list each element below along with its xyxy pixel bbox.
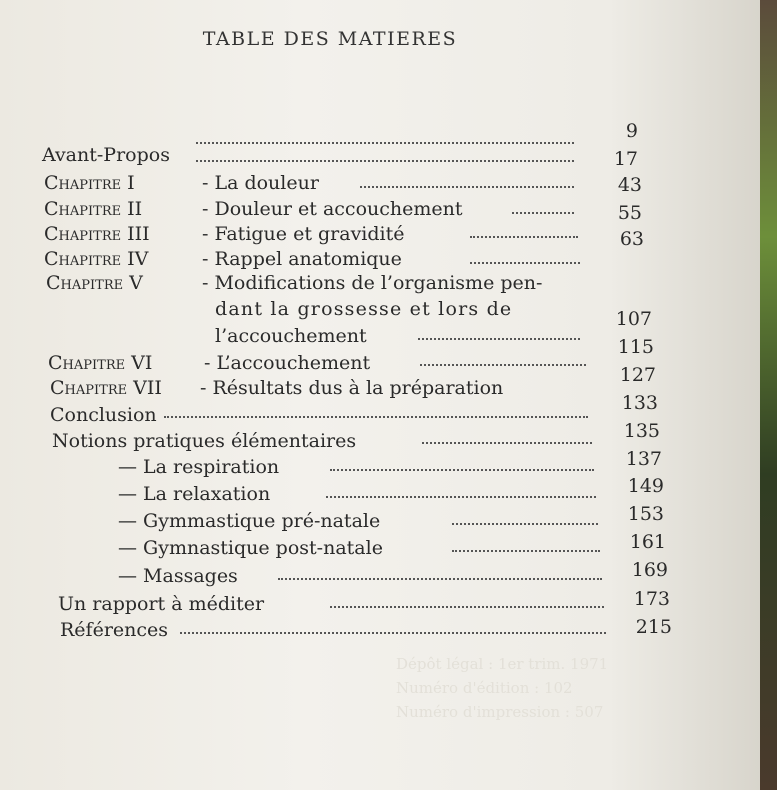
- dot-leader: [418, 336, 580, 340]
- entry-label: — Gymmastique pré-natale: [118, 510, 381, 532]
- dot-leader: [420, 362, 586, 366]
- page-number: 63: [619, 228, 644, 250]
- chapter-label: Chapitre III: [44, 223, 150, 245]
- dot-leader: [470, 260, 580, 264]
- page-number: 161: [629, 531, 666, 553]
- entry-label: - Rappel anatomique: [202, 248, 402, 270]
- page-number: 169: [631, 559, 668, 581]
- chapter-label: Chapitre IV: [44, 248, 149, 270]
- chapter-label: Chapitre I: [44, 172, 135, 194]
- toc-entry-chapitre-7: [50, 377, 503, 399]
- dot-leader: [452, 548, 600, 552]
- page-number: 17: [613, 148, 638, 170]
- entry-label: — Massages: [118, 565, 238, 587]
- chapter-label: Chapitre II: [44, 198, 143, 220]
- entry-label: - Fatigue et gravidité: [202, 223, 405, 245]
- entry-label: Notions pratiques élémentaires: [52, 430, 357, 452]
- page-number: 107: [615, 308, 652, 330]
- entry-label: Conclusion: [50, 404, 157, 426]
- entry-label: Un rapport à méditer: [58, 593, 265, 615]
- dot-leader: [452, 521, 598, 525]
- dot-leader: [512, 210, 574, 214]
- dot-leader: [164, 414, 588, 418]
- chapter-label: Chapitre VII: [50, 377, 162, 399]
- page-number: 43: [617, 174, 642, 196]
- page-number: 149: [627, 475, 664, 497]
- entry-label: - Douleur et accouchement: [202, 198, 463, 220]
- dot-leader: [196, 140, 574, 144]
- page-number: 173: [633, 588, 670, 610]
- entry-label: - Résultats dus à la préparation: [200, 377, 504, 399]
- chapter-label: Chapitre VI: [48, 352, 153, 374]
- page-number: 115: [617, 336, 654, 358]
- dot-leader: [360, 184, 574, 188]
- dot-leader: [330, 604, 604, 608]
- toc-subentry-relaxation: [118, 483, 270, 505]
- page-number: 9: [625, 120, 638, 142]
- entry-label: — La relaxation: [118, 483, 271, 505]
- toc-entry-chapitre-6: [48, 352, 370, 374]
- toc-entry-chapitre-4: [44, 248, 402, 270]
- toc-entry-notions: [52, 430, 356, 452]
- toc-subentry-gymnastique-pre-natale: [118, 510, 380, 532]
- page-number: 133: [621, 392, 658, 414]
- toc-entry-chapitre-5: [46, 272, 542, 294]
- entry-label: Avant-Propos: [42, 144, 170, 166]
- dot-leader: [278, 576, 602, 580]
- toc-entry-chapitre-2: [44, 198, 463, 220]
- entry-label: — La respiration: [118, 456, 280, 478]
- dot-leader: [330, 467, 594, 471]
- toc-entry-references: [60, 619, 168, 641]
- page-number: 137: [625, 448, 662, 470]
- toc-subentry-massages: [118, 565, 238, 587]
- toc-entry-rapport: [58, 593, 264, 615]
- entry-label: - La douleur: [202, 172, 319, 194]
- page-number: 215: [635, 616, 672, 638]
- faded-imprint-text: [396, 652, 696, 732]
- entry-label-continued: dant la grossesse et lors de: [215, 298, 513, 320]
- dot-leader: [196, 158, 574, 162]
- entry-label: - L’accouchement: [204, 352, 371, 374]
- toc-entry-avant-propos: [42, 144, 170, 166]
- page-title: TABLE DES MATIERES: [202, 28, 458, 50]
- faded-line: Dépôt légal : 1er trim. 1971: [396, 655, 609, 673]
- entry-label: Références: [60, 619, 169, 641]
- entry-label-continued: l’accouchement: [215, 325, 367, 347]
- dot-leader: [470, 234, 578, 238]
- toc-subentry-gymnastique-post-natale: [118, 537, 383, 559]
- toc-subentry-respiration: [118, 456, 279, 478]
- toc-entry-chapitre-3: [44, 223, 405, 245]
- page-number: 127: [619, 364, 656, 386]
- page-number: 135: [623, 420, 660, 442]
- page-number: 55: [617, 202, 642, 224]
- dot-leader: [326, 494, 596, 498]
- faded-line: Numéro d'édition : 102: [396, 679, 573, 697]
- page-number: 153: [627, 503, 664, 525]
- dot-leader: [422, 440, 592, 444]
- toc-entry-conclusion: [50, 404, 157, 426]
- background-edge: [760, 0, 777, 790]
- chapter-label: Chapitre V: [46, 272, 143, 294]
- entry-label: — Gymnastique post-natale: [118, 537, 383, 559]
- toc-entry-chapitre-1: [44, 172, 319, 194]
- entry-label: - Modifications de l’organisme pen-: [202, 272, 543, 294]
- faded-line: Numéro d'impression : 507: [396, 703, 604, 721]
- dot-leader: [180, 630, 606, 634]
